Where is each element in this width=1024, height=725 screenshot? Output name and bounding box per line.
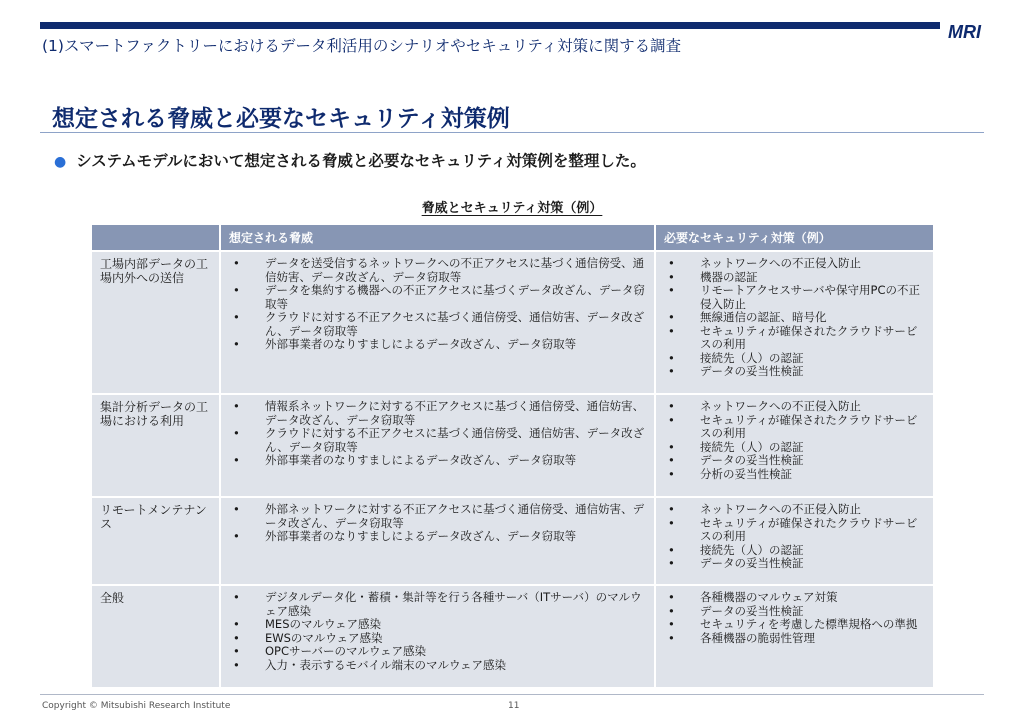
threat-item: • MESのマルウェア感染 bbox=[229, 618, 646, 632]
table-caption-text: 脅威とセキュリティ対策（例） bbox=[421, 201, 603, 216]
table-header-row bbox=[92, 225, 934, 251]
row-category: 集計分析データの工場における利用 bbox=[92, 394, 220, 497]
threat-item: • データを送受信するネットワークへの不正アクセスに基づく通信傍受、通信妨害、データ改ざん、データ窃取等 bbox=[229, 257, 646, 284]
threat-item: • 入力・表示するモバイル端末のマルウェア感染 bbox=[229, 659, 646, 673]
threat-item: • 外部事業者のなりすましによるデータ改ざん、データ窃取等 bbox=[229, 454, 646, 468]
measure-item: • ネットワークへの不正侵入防止 bbox=[664, 257, 925, 271]
title-divider bbox=[40, 132, 984, 133]
threat-cell bbox=[220, 251, 655, 394]
threat-cell bbox=[220, 394, 655, 497]
section-title: (1)スマートファクトリーにおけるデータ利活用のシナリオやセキュリティ対策に関する調査 bbox=[42, 37, 682, 55]
page-title: 想定される脅威と必要なセキュリティ対策例 bbox=[52, 106, 510, 132]
measure-item: • 接続先（人）の認証 bbox=[664, 352, 925, 366]
footer-divider bbox=[40, 694, 984, 695]
measure-cell bbox=[655, 585, 934, 687]
threat-item: • デジタルデータ化・蓄積・集計等を行う各種サーバ（ITサーバ）のマルウェア感染 bbox=[229, 591, 646, 618]
measure-item: • 各種機器の脆弱性管理 bbox=[664, 632, 925, 646]
measure-item: • データの妥当性検証 bbox=[664, 365, 925, 379]
threat-item: • 外部事業者のなりすましによるデータ改ざん、データ窃取等 bbox=[229, 338, 646, 352]
threat-item: • OPCサーバーのマルウェア感染 bbox=[229, 645, 646, 659]
measure-item: • データの妥当性検証 bbox=[664, 605, 925, 619]
page-number: 11 bbox=[508, 701, 520, 711]
threat-cell bbox=[220, 497, 655, 585]
measure-item: • ネットワークへの不正侵入防止 bbox=[664, 503, 925, 517]
threat-item: • 外部事業者のなりすましによるデータ改ざん、データ窃取等 bbox=[229, 530, 646, 544]
row-category: 全般 bbox=[92, 585, 220, 687]
table-caption bbox=[0, 197, 1024, 216]
table-row bbox=[92, 394, 934, 497]
measure-cell bbox=[655, 497, 934, 585]
threat-measure-table bbox=[92, 225, 935, 687]
measure-item: • セキュリティが確保されたクラウドサービスの利用 bbox=[664, 325, 925, 352]
header-category bbox=[92, 225, 220, 251]
measure-item: • リモートアクセスサーバや保守用PCの不正侵入防止 bbox=[664, 284, 925, 311]
header-threats: 想定される脅威 bbox=[220, 225, 655, 251]
bullet-icon: ● bbox=[54, 154, 67, 170]
measure-item: • ネットワークへの不正侵入防止 bbox=[664, 400, 925, 414]
threat-item: • 外部ネットワークに対する不正アクセスに基づく通信傍受、通信妨害、データ改ざん、データ窃取等 bbox=[229, 503, 646, 530]
lead-statement bbox=[54, 149, 646, 171]
table-row bbox=[92, 497, 934, 585]
measure-item: • 無線通信の認証、暗号化 bbox=[664, 311, 925, 325]
measure-item: • 分析の妥当性検証 bbox=[664, 468, 925, 482]
threat-item: • EWSのマルウェア感染 bbox=[229, 632, 646, 646]
measure-item: • 接続先（人）の認証 bbox=[664, 441, 925, 455]
lead-text: システムモデルにおいて想定される脅威と必要なセキュリティ対策例を整理した。 bbox=[76, 152, 646, 170]
row-category: 工場内部データの工場内外への送信 bbox=[92, 251, 220, 394]
header-measures: 必要なセキュリティ対策（例） bbox=[655, 225, 934, 251]
table-row bbox=[92, 585, 934, 687]
table-row bbox=[92, 251, 934, 394]
measure-item: • セキュリティが確保されたクラウドサービスの利用 bbox=[664, 517, 925, 544]
threat-cell bbox=[220, 585, 655, 687]
threat-item: • 情報系ネットワークに対する不正アクセスに基づく通信傍受、通信妨害、データ改ざん、データ窃取等 bbox=[229, 400, 646, 427]
threat-item: • データを集約する機器への不正アクセスに基づくデータ改ざん、データ窃取等 bbox=[229, 284, 646, 311]
measure-cell bbox=[655, 251, 934, 394]
threat-item: • クラウドに対する不正アクセスに基づく通信傍受、通信妨害、データ改ざん、データ窃取等 bbox=[229, 427, 646, 454]
header-bar bbox=[40, 22, 940, 29]
row-category: リモートメンテナンス bbox=[92, 497, 220, 585]
measure-item: • 機器の認証 bbox=[664, 271, 925, 285]
measure-item: • セキュリティを考慮した標準規格への準拠 bbox=[664, 618, 925, 632]
measure-item: • 接続先（人）の認証 bbox=[664, 544, 925, 558]
mri-logo: MRI bbox=[948, 22, 981, 42]
measure-item: • データの妥当性検証 bbox=[664, 557, 925, 571]
measure-item: • 各種機器のマルウェア対策 bbox=[664, 591, 925, 605]
measure-item: • データの妥当性検証 bbox=[664, 454, 925, 468]
threat-item: • クラウドに対する不正アクセスに基づく通信傍受、通信妨害、データ改ざん、データ窃取等 bbox=[229, 311, 646, 338]
copyright: Copyright © Mitsubishi Research Institute bbox=[42, 701, 231, 711]
measure-cell bbox=[655, 394, 934, 497]
measure-item: • セキュリティが確保されたクラウドサービスの利用 bbox=[664, 414, 925, 441]
